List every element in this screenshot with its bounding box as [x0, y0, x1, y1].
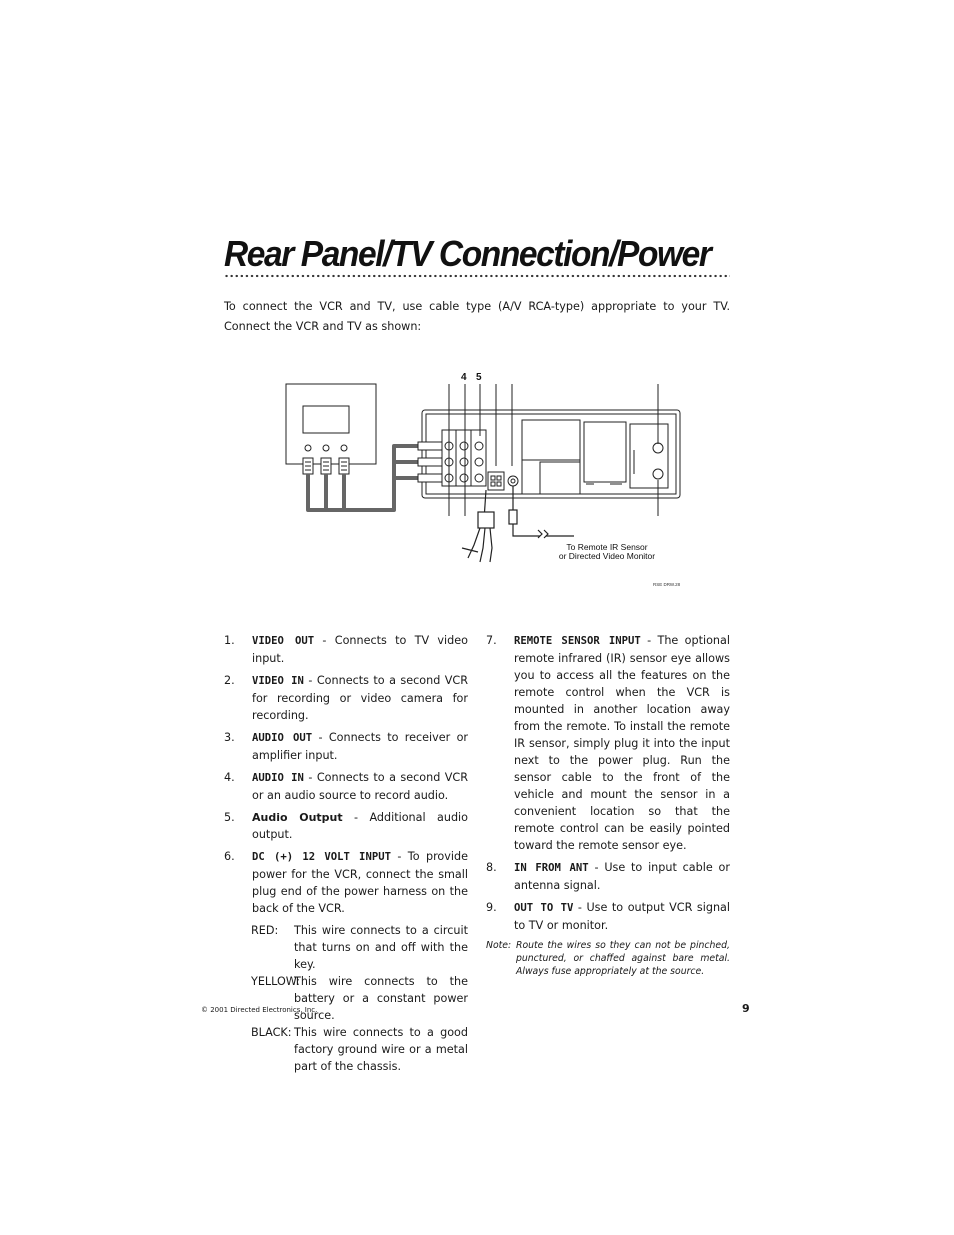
power-connector [488, 472, 504, 490]
list-item: 2. VIDEO IN - Connects to a second VCR for recording or video camera for recording. [224, 674, 468, 722]
tv-screen [303, 406, 349, 433]
page-number: 9 [742, 1002, 750, 1015]
antenna-in-jack [653, 443, 663, 453]
list-item: 1. VIDEO OUT - Connects to TV video input. [224, 634, 468, 665]
list-item: 7. REMOTE SENSOR INPUT - The optional remote infrared (IR) sensor eye allows you to access all the features on the remote control when the VCR is mounted in another location away from the remote. To install the remote IR sensor, simply plug it into the input next to the power plug. Run the sensor cable to the front of the vehicle and mount the sensor in a convenient location so that the remote control can be easily pointed toward the remote sensor eye. [486, 634, 730, 852]
remote-label-line2: or Directed Video Monitor [558, 551, 656, 561]
wire-yellow: YELLOW: This wire connects to the battery or a constant power source. [251, 975, 468, 1022]
list-item: 5. Audio Output - Additional audio output. [224, 811, 469, 841]
callout-5: 5 [476, 372, 482, 383]
remote-label-line1: To Remote IR Sensor [566, 542, 648, 552]
list-item: 8. IN FROM ANT - Use to input cable or antenna signal. [486, 861, 730, 892]
list-item: 4. AUDIO IN - Connects to a second VCR or an audio source to record audio. [224, 771, 468, 802]
wire-red: RED: This wire connects to a circuit that turns on and off with the key. [251, 924, 468, 971]
note: Note: Route the wires so they can not be pinched, punctured, or chaffed against bare metal. Always fuse appropriately at the source. [486, 940, 730, 977]
dotted-rule [224, 274, 730, 278]
drawing-code: RSE DRW.28 [653, 582, 681, 587]
tv-outline [286, 384, 376, 464]
intro-paragraph: To connect the VCR and TV, use cable type (A/V RCA-type) appropriate to your TV. Connect the VCR and TV as shown: [224, 300, 730, 333]
right-column [486, 632, 730, 978]
list-item: 9. OUT TO TV - Use to output VCR signal to TV or monitor. [486, 901, 730, 932]
out-to-tv-jack [653, 469, 663, 479]
vcr-rear-panel [422, 410, 680, 498]
callout-4: 4 [461, 372, 467, 383]
wire-black: BLACK: This wire connects to a good factory ground wire or a metal part of the chassis. [251, 1026, 468, 1073]
remote-sensor-jack [508, 476, 518, 486]
connection-diagram [280, 368, 700, 598]
copyright: © 2001 Directed Electronics, Inc. [201, 1006, 318, 1014]
page-title: Rear Panel/TV Connection/Power [224, 233, 711, 274]
list-item: 3. AUDIO OUT - Connects to receiver or amplifier input. [224, 731, 469, 762]
list-item: 6. DC (+) 12 VOLT INPUT - To provide power for the VCR, connect the small plug end of the power harness on the back of the VCR. [224, 850, 468, 915]
